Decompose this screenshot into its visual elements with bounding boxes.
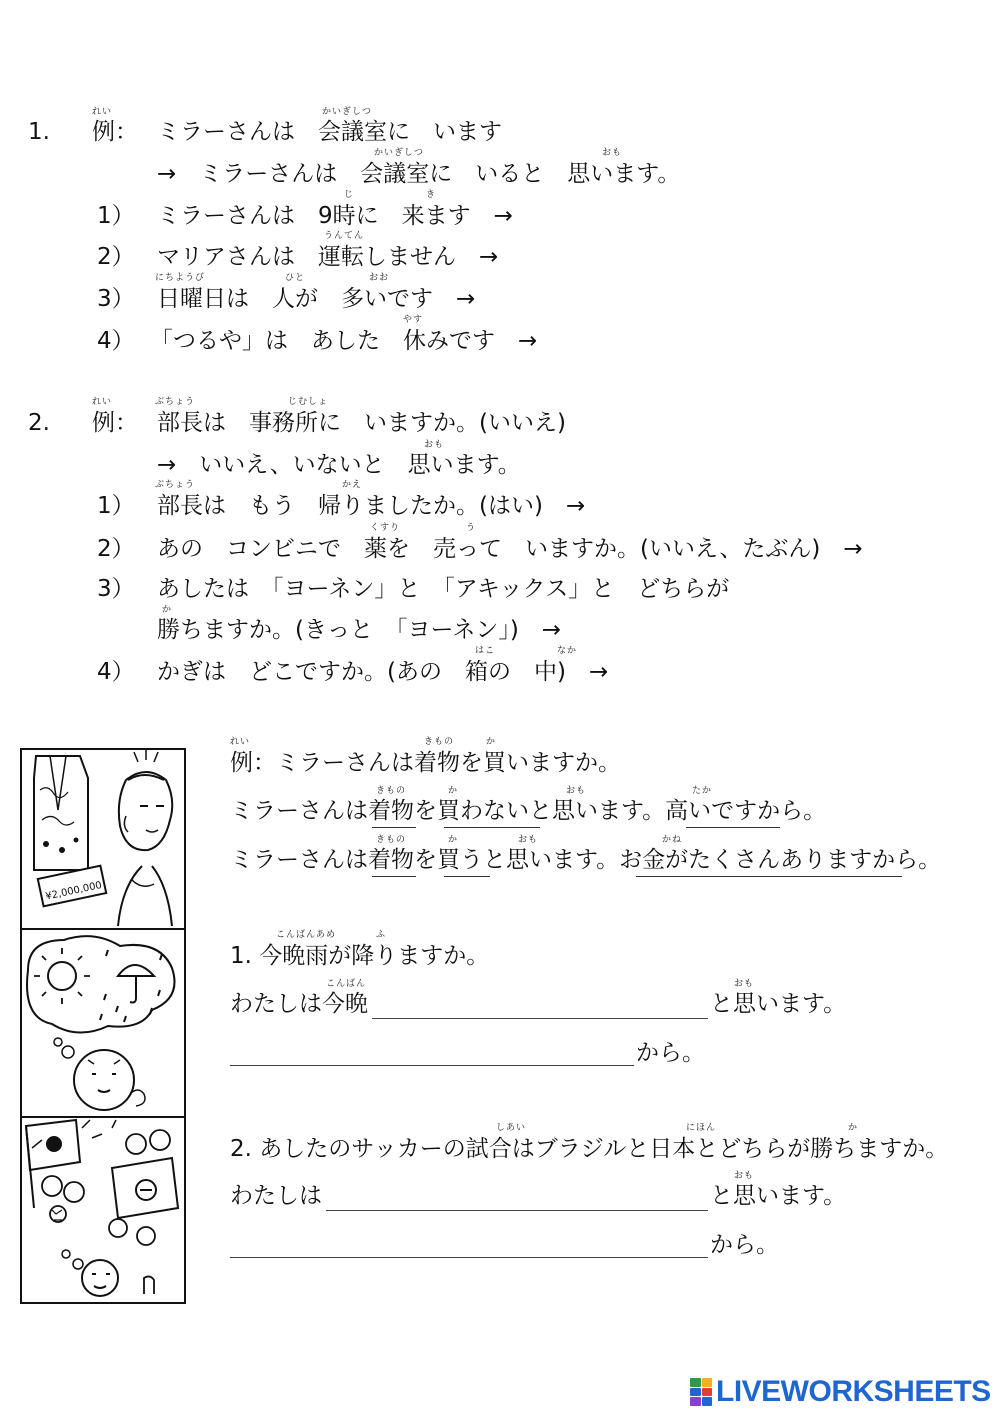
example-label: 例： [92, 119, 138, 145]
item-text: 「つるや」は あした 休みです → [150, 328, 538, 354]
furigana: かえ [342, 480, 363, 490]
furigana: くすり [370, 523, 401, 533]
furigana: にちようび [155, 273, 206, 283]
example-label: 例： [92, 410, 138, 436]
furigana: おも [518, 835, 539, 845]
kimono-illustration [20, 748, 186, 930]
reason-1-blank[interactable] [230, 1065, 634, 1066]
furigana: おお [369, 273, 390, 283]
item-number: 4） [97, 328, 135, 354]
furigana: おも [602, 148, 623, 158]
item-number: 2） [97, 536, 135, 562]
furigana: おも [734, 979, 755, 989]
item-text-continued: 勝ちますか。(きっと 「ヨーネン」) → [157, 617, 562, 643]
furigana: たか [692, 786, 713, 796]
furigana: れい [230, 737, 251, 747]
reason-1-suffix: から。 [636, 1040, 705, 1066]
item-number: 4） [97, 659, 135, 685]
furigana: きもの [376, 786, 407, 796]
item-text: マリアさんは 運転しません → [157, 244, 499, 270]
furigana: こんばん [326, 979, 367, 989]
rain-thought-drawing [22, 930, 184, 1116]
furigana: なか [557, 646, 578, 656]
furigana: かいぎしつ [374, 148, 425, 158]
furigana: かいぎしつ [322, 107, 373, 117]
item-number: 2） [97, 244, 135, 270]
furigana: か [848, 1123, 859, 1133]
logo-mark-icon [690, 1378, 712, 1406]
furigana: にほん [686, 1123, 717, 1133]
underline [372, 827, 416, 828]
furigana: か [162, 605, 173, 615]
furigana: きもの [376, 835, 407, 845]
item-text: あの コンビニで 薬を 売って いますか。(いいえ、たぶん) → [157, 536, 863, 562]
answer-1-prefix: わたしは今晩 [230, 991, 368, 1017]
item-number: 1） [97, 203, 135, 229]
furigana: かね [662, 835, 683, 845]
answer-2-suffix: と思います。 [710, 1183, 847, 1209]
soccer-illustration [20, 1116, 186, 1304]
furigana: きもの [424, 737, 455, 747]
exercise-2-number: 2. [28, 410, 50, 436]
furigana: しあい [496, 1123, 527, 1133]
liveworksheets-logo [690, 1374, 991, 1410]
furigana: おも [424, 440, 445, 450]
item-number: 3） [97, 576, 135, 602]
furigana: ふ [376, 930, 387, 940]
furigana: はこ [475, 646, 496, 656]
furigana: じ [344, 190, 355, 200]
underline [444, 827, 540, 828]
furigana: う [466, 523, 477, 533]
example-answer: → ミラーさんは 会議室に いると 思います。 [157, 161, 681, 187]
furigana: ぶちょう [155, 397, 196, 407]
furigana: やす [403, 315, 424, 325]
answer-2-blank[interactable] [326, 1210, 708, 1211]
underline [372, 876, 416, 877]
item-text: あしたは 「ヨーネン」と 「アキックス」と どちらが [157, 576, 730, 602]
example-furigana: れい [92, 397, 113, 407]
question-1: 1. 今晩雨が降りますか。 [230, 943, 490, 969]
soccer-fans-drawing [22, 1118, 184, 1302]
answer-1-blank[interactable] [372, 1018, 708, 1019]
furigana: か [448, 786, 459, 796]
reason-2-blank[interactable] [230, 1257, 708, 1258]
reason-2-suffix: から。 [710, 1232, 779, 1258]
exercise-1-number: 1. [28, 119, 50, 145]
underline [444, 876, 490, 877]
item-text: ミラーさんは 9時に 来ます → [157, 203, 513, 229]
example-answer: → いいえ、いないと 思います。 [157, 452, 521, 478]
example-furigana: れい [92, 107, 113, 117]
furigana: か [448, 835, 459, 845]
kimono-shop-drawing [22, 750, 184, 928]
item-number: 1） [97, 493, 135, 519]
question-2: 2. あしたのサッカーの試合はブラジルと日本とどちらが勝ちますか。 [230, 1136, 949, 1162]
example-answer-negative: ミラーさんは着物を買わないと思います。高いですから。 [230, 798, 827, 824]
price-tag: ¥2,000,000 [44, 879, 103, 903]
answer-1-suffix: と思います。 [710, 991, 847, 1017]
item-text: 部長は もう 帰りましたか。(はい) → [157, 493, 586, 519]
example-sentence: ミラーさんは 会議室に います [157, 119, 502, 145]
weather-illustration [20, 928, 186, 1118]
furigana: か [486, 737, 497, 747]
underline [686, 827, 780, 828]
item-text: かぎは どこですか。(あの 箱の 中) → [157, 659, 609, 685]
furigana: うんてん [324, 231, 365, 241]
answer-2-prefix: わたしは [230, 1183, 322, 1209]
brand-name: LIVEWORKSHEETS [716, 1375, 991, 1408]
furigana: おも [566, 786, 587, 796]
example-question: 例：ミラーさんは着物を買いますか。 [230, 750, 621, 776]
furigana: じむしょ [288, 397, 329, 407]
furigana: おも [734, 1171, 755, 1181]
item-number: 3） [97, 286, 135, 312]
example-answer-positive: ミラーさんは着物を買うと思います。お金がたくさんありますから。 [230, 847, 942, 873]
furigana: ひと [285, 273, 306, 283]
example-sentence: 部長は 事務所に いますか。(いいえ) [157, 410, 566, 436]
underline [636, 876, 902, 877]
furigana: こんばんあめ [276, 930, 337, 940]
item-text: 日曜日は 人が 多いです → [157, 286, 476, 312]
furigana: き [426, 190, 437, 200]
furigana: ぶちょう [155, 480, 196, 490]
